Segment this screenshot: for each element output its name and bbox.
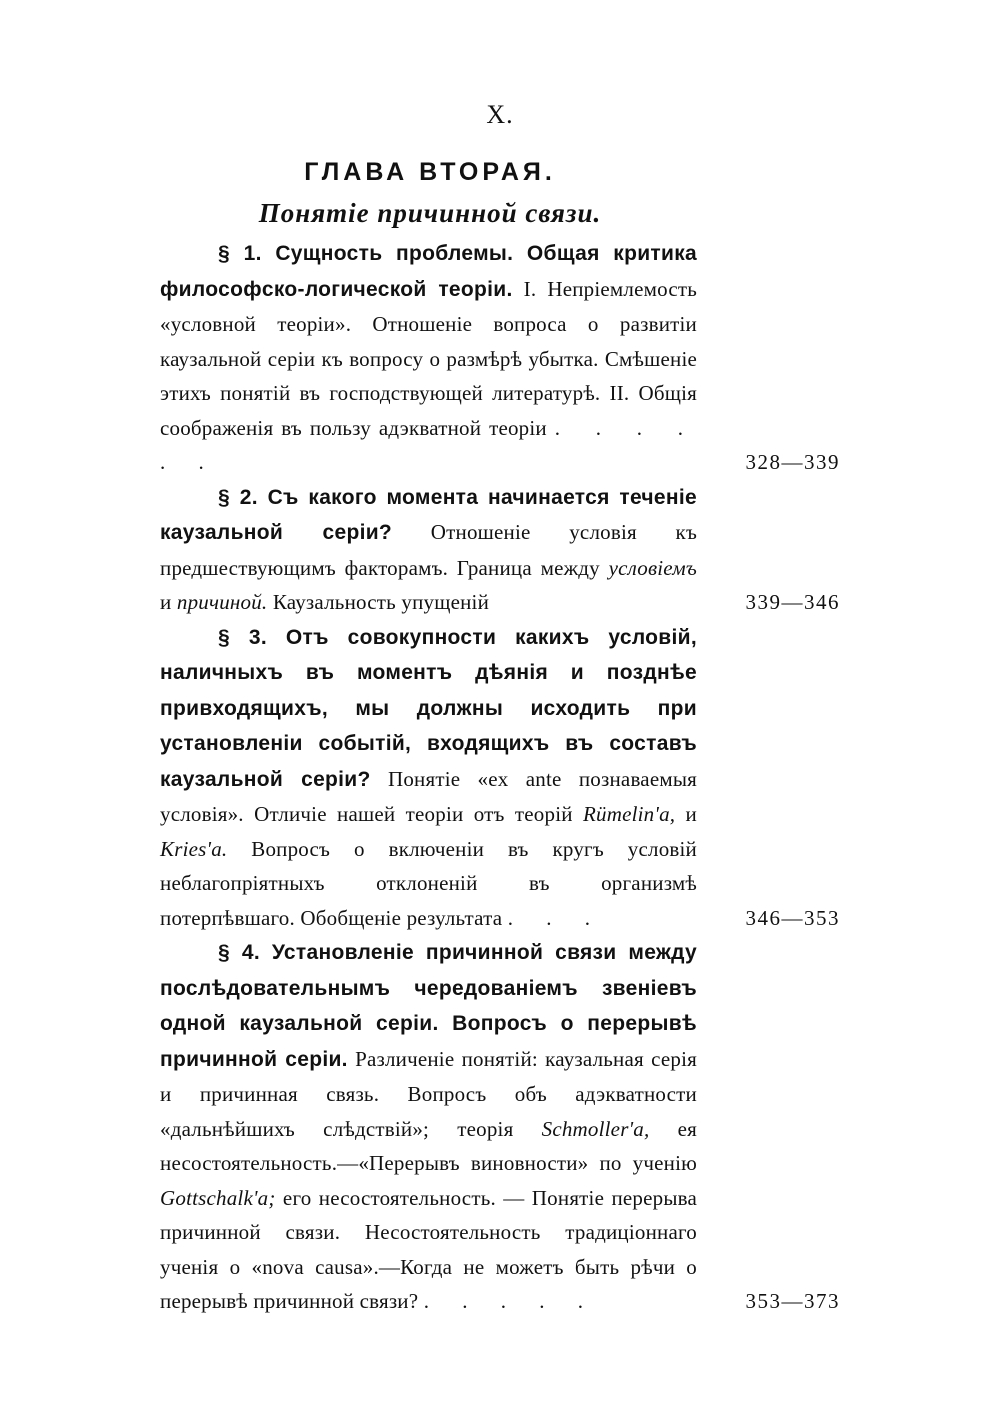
section-heading: § 3. Отъ совокупности какихъ условій, наличныхъ въ моментъ дѣянія и позднѣе привходящихъ, мы должны исходить при установленіи событій, входящихъ въ составъ каузальной серіи?	[160, 625, 697, 791]
section-description: Понятіе «ex ante познаваемыя условія». Отличіе нашей теоріи отъ теорій	[160, 766, 697, 826]
section-description: Вопросъ о включеніи въ кругъ условій неблагопріятныхъ отклоненій въ организмѣ потерпѣвшаго. Обобщеніе результата	[160, 836, 697, 930]
toc-entry-3	[160, 620, 840, 936]
italic-name: Rümelin'a,	[583, 802, 676, 826]
section-description: I. Непріемлемость «условной теоріи». Отношеніе вопроса о развитіи каузальной серіи къ вопросу о размѣрѣ убытка. Смѣшеніе этихъ понятій въ господствующей литературѣ. II. Общія соображенія въ пользу адэкватной теоріи	[160, 276, 697, 440]
italic-name: Schmoller'a,	[541, 1116, 650, 1141]
table-of-contents	[160, 236, 840, 1319]
toc-entry-2	[160, 480, 840, 620]
page-range: 353—373	[745, 1289, 840, 1313]
section-description: его несостоятельность. — Понятіе перерыва причинной связи. Несостоятельность традиціоннаго ученія о «nova causa».—Когда не можетъ быть рѣчи о перерывѣ причинной связи?	[160, 1185, 697, 1313]
section-description: Каузальность упущеній	[267, 590, 490, 614]
chapter-subtitle: Понятіе причинной связи.	[258, 198, 602, 228]
section-description: и	[160, 590, 177, 614]
section-description: Отношеніе условія къ предшествующимъ факторамъ. Граница между	[160, 520, 698, 580]
italic-term: причиной.	[176, 590, 268, 614]
page-number: X.	[486, 100, 514, 129]
toc-entry-text	[160, 935, 697, 1319]
page-range: 346—353	[745, 905, 840, 930]
toc-entry-4	[160, 935, 840, 1319]
italic-term: условіемъ	[608, 555, 697, 580]
toc-entry-text	[160, 620, 697, 936]
leader-dots: . . . . .	[423, 1289, 597, 1313]
leader-dots: . . . . . .	[160, 415, 697, 474]
toc-entry-text	[160, 236, 697, 480]
italic-name: Kries'a.	[160, 836, 228, 861]
toc-entry-1	[160, 236, 840, 480]
section-description: ея несостоятельность.—«Перерывъ виновности» по ученію	[160, 1116, 697, 1175]
chapter-title: ГЛАВА ВТОРАЯ.	[304, 158, 556, 186]
section-description: Различеніе понятій: каузальная серія и причинная связь. Вопросъ объ адэкватности «дальнѣйшихъ слѣдствій»; теорія	[160, 1046, 698, 1141]
leader-dots: . . .	[507, 905, 604, 930]
page-range: 339—346	[745, 590, 840, 614]
section-heading: § 4. Установленіе причинной связи между послѣдовательнымъ чередованіемъ звеніевъ одной каузальной серіи. Вопросъ о перерывѣ причинной серіи.	[160, 941, 697, 1071]
section-heading: § 2. Съ какого момента начинается теченіе каузальной серіи?	[160, 485, 697, 544]
page-range: 328—339	[745, 450, 840, 474]
toc-entry-text	[160, 480, 697, 620]
italic-name: Gottschalk'a;	[160, 1185, 276, 1210]
section-description: и	[675, 802, 697, 826]
section-heading: § 1. Сущность проблемы. Общая критика философско-логической теоріи.	[160, 242, 697, 301]
